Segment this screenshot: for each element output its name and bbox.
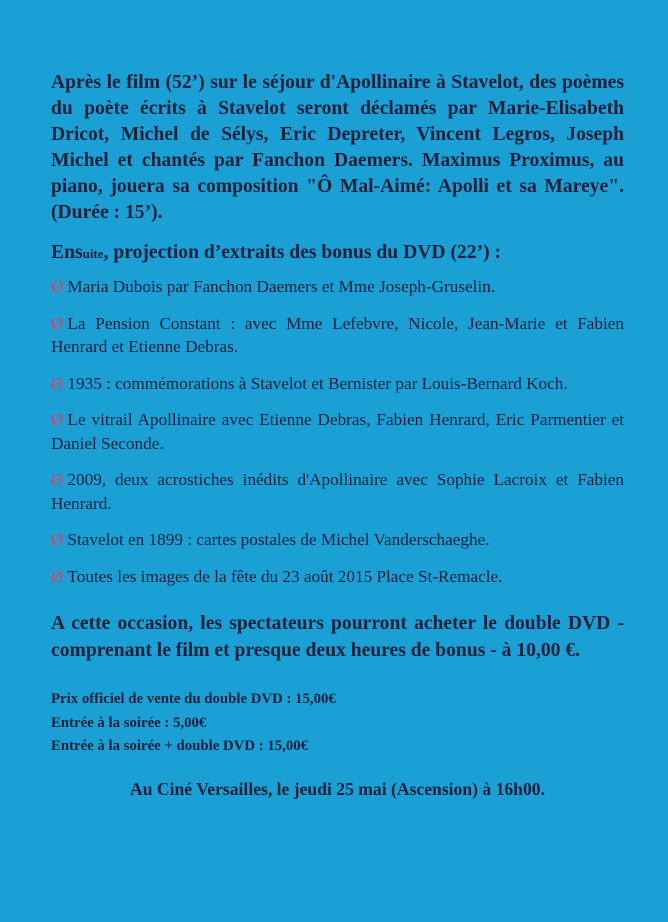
- bonus-item: [51, 408, 624, 455]
- intro-paragraph: Après le film (52’) sur le séjour d'Apollinaire à Stavelot, des poèmes du poète écrits à Stavelot seront déclamés par Marie-Elisabeth Dricot, Michel de Sélys, Eric Depreter, Vincent Legros, Joseph Michel et chantés par Fanchon Daemers. Maximus Proximus, au piano, jouera sa composition "Ô Mal-Aimé: Apolli et sa Mareye". (Durée : 15’).: [51, 72, 624, 223]
- dvd-offer-paragraph: A cette occasion, les spectateurs pourront acheter le double DVD - comprenant le film et presque deux heures de bonus - à 10,00 €.: [51, 613, 624, 661]
- venue-date: Au Ciné Versailles, le jeudi 25 mai (Ascension) à 16h00.: [130, 778, 545, 799]
- bonus-item: [51, 565, 624, 589]
- bonus-heading-rest: , projection d’extraits des bonus du DVD (22’) :: [103, 242, 502, 263]
- bonus-item-text: Le vitrail Apollinaire avec Etienne Debras, Fabien Henrard, Eric Parmentier et Daniel Seconde.: [51, 410, 624, 453]
- bonus-heading-small: uite: [82, 246, 104, 261]
- bullet-icon: Ø: [51, 530, 64, 549]
- bullet-icon: Ø: [51, 470, 64, 489]
- price-dvd: Prix officiel de vente du double DVD : 15,00€: [51, 691, 336, 707]
- bullet-icon: Ø: [51, 566, 64, 586]
- price-entry-dvd: Entrée à la soirée + double DVD : 15,00€: [51, 738, 309, 754]
- bullet-icon: Ø: [51, 313, 64, 333]
- bonus-item: [51, 528, 624, 552]
- bonus-item: [51, 312, 624, 359]
- bonus-item-text: 2009, deux acrostiches inédits d'Apollinaire avec Sophie Lacroix et Fabien Henrard.: [51, 470, 624, 513]
- bullet-icon: Ø: [51, 410, 64, 429]
- bonus-item-text: Maria Dubois par Fanchon Daemers et Mme Joseph-Gruselin.: [67, 277, 496, 296]
- bonus-item-text: La Pension Constant : avec Mme Lefebvre, Nicole, Jean-Marie et Fabien Henrard et Etienne Debras.: [51, 313, 624, 356]
- price-entry: Entrée à la soirée : 5,00€: [51, 714, 207, 731]
- price-list: [51, 688, 624, 759]
- bonus-heading: [51, 240, 624, 267]
- bonus-item-text: 1935 : commémorations à Stavelot et Bernister par Louis-Bernard Koch.: [67, 373, 568, 393]
- bonus-item: [51, 372, 624, 396]
- bonus-item: [51, 275, 624, 299]
- bullet-icon: Ø: [51, 277, 64, 296]
- bonus-item-text: Stavelot en 1899 : cartes postales de Michel Vanderschaeghe.: [67, 530, 490, 549]
- bonus-item: [51, 468, 624, 515]
- bullet-icon: Ø: [51, 373, 64, 393]
- bonus-item-text: Toutes les images de la fête du 23 août 2015 Place St-Remacle.: [67, 566, 503, 586]
- bonus-list: [51, 275, 624, 588]
- bonus-heading-prefix: Ens: [51, 242, 83, 263]
